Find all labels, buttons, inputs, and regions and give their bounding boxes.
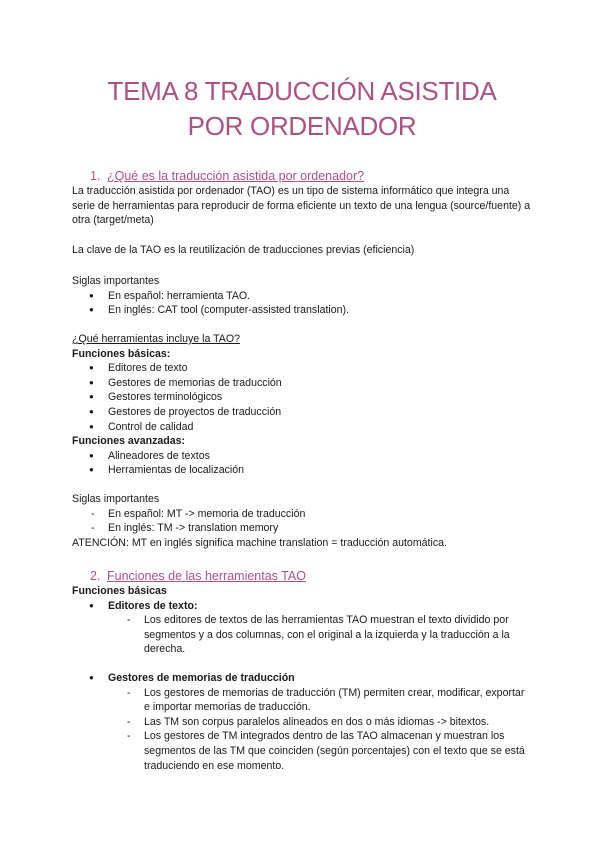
list-item: - Las TM son corpus paralelos alineados en dos o más idiomas -> bitextos. [72, 715, 532, 730]
siglas-block-1 [72, 274, 532, 318]
advanced-functions-list [72, 449, 532, 478]
memory-list [72, 671, 532, 686]
title-line-2: POR ORDENADOR [187, 111, 417, 141]
attention-note: ATENCIÓN: MT en inglés significa machine translation = traducción automática. [72, 536, 447, 549]
list-item: ● Gestores de memorias de traducción [72, 376, 532, 391]
list-item: ● Gestores de proyectos de traducción [72, 405, 532, 420]
section-2-basic-label: Funciones básicas [72, 585, 167, 597]
basic-functions-label: Funciones básicas: [72, 347, 171, 360]
list-item: ● Herramientas de localización [72, 463, 532, 478]
list-item: - Los gestores de memorias de traducción (TM) permiten crear, modificar, exportar e importar memorias de traducción. [72, 686, 532, 715]
siglas-label-2: Siglas importantes [72, 493, 160, 505]
document-title [72, 74, 532, 144]
section-1-heading [90, 168, 364, 184]
list-item: ● Control de calidad [72, 420, 532, 435]
list-item: ● Gestores terminológicos [72, 390, 532, 405]
editors-sublist [72, 613, 532, 657]
section-2-list [72, 599, 532, 614]
siglas-label: Siglas importantes [72, 275, 160, 287]
memory-sublist [72, 686, 532, 774]
editors-item: ● Editores de texto: [72, 599, 532, 614]
section-1-number: 1. [90, 169, 101, 183]
section-1-heading-text: ¿Qué es la traducción asistida por ordenador? [107, 169, 365, 183]
list-item: ● Alineadores de textos [72, 449, 532, 464]
list-item: ● En inglés: CAT tool (computer-assisted translation). [72, 303, 532, 318]
siglas-block-2 [72, 492, 532, 550]
section-1-key [72, 243, 532, 258]
intro-paragraph: La traducción asistida por ordenador (TAO) es un tipo de sistema informático que integra una serie de herramientas para reproducir de forma eficiente un texto de una lengua (source/fuente) a otra (target/meta) [72, 185, 531, 227]
title-line-1: TEMA 8 TRADUCCIÓN ASISTIDA [107, 76, 497, 106]
tools-question: ¿Qué herramientas incluye la TAO? [72, 333, 241, 345]
siglas-list [72, 289, 532, 318]
list-item: ● Editores de texto [72, 361, 532, 376]
list-item: - Los gestores de TM integrados dentro de las TAO almacenan y muestran los segmentos de las TM que coinciden (según porcentajes) con el texto que se está traduciendo en ese momento. [72, 729, 532, 773]
siglas-list-2 [72, 507, 532, 536]
section-2-number: 2. [90, 569, 101, 583]
key-paragraph: La clave de la TAO es la reutilización de traducciones previas (eficiencia) [72, 244, 415, 256]
memory-block [72, 671, 532, 773]
list-item: - Los editores de textos de las herramientas TAO muestran el texto dividido por segmentos y a dos columnas, con el original a la izquierda y la traducción a la derecha. [72, 613, 532, 657]
advanced-functions-label: Funciones avanzadas: [72, 435, 186, 448]
section-1-intro [72, 184, 532, 228]
memory-item: ● Gestores de memorias de traducción [72, 671, 532, 686]
basic-functions-list [72, 361, 532, 434]
section-2-heading-text: Funciones de las herramientas TAO [107, 569, 306, 583]
list-item: - En español: MT -> memoria de traducción [72, 507, 532, 522]
list-item: - En inglés: TM -> translation memory [72, 521, 532, 536]
tools-block [72, 332, 532, 478]
list-item: ● En español: herramienta TAO. [72, 289, 532, 304]
section-2-heading [90, 568, 306, 584]
section-2-body [72, 584, 532, 657]
